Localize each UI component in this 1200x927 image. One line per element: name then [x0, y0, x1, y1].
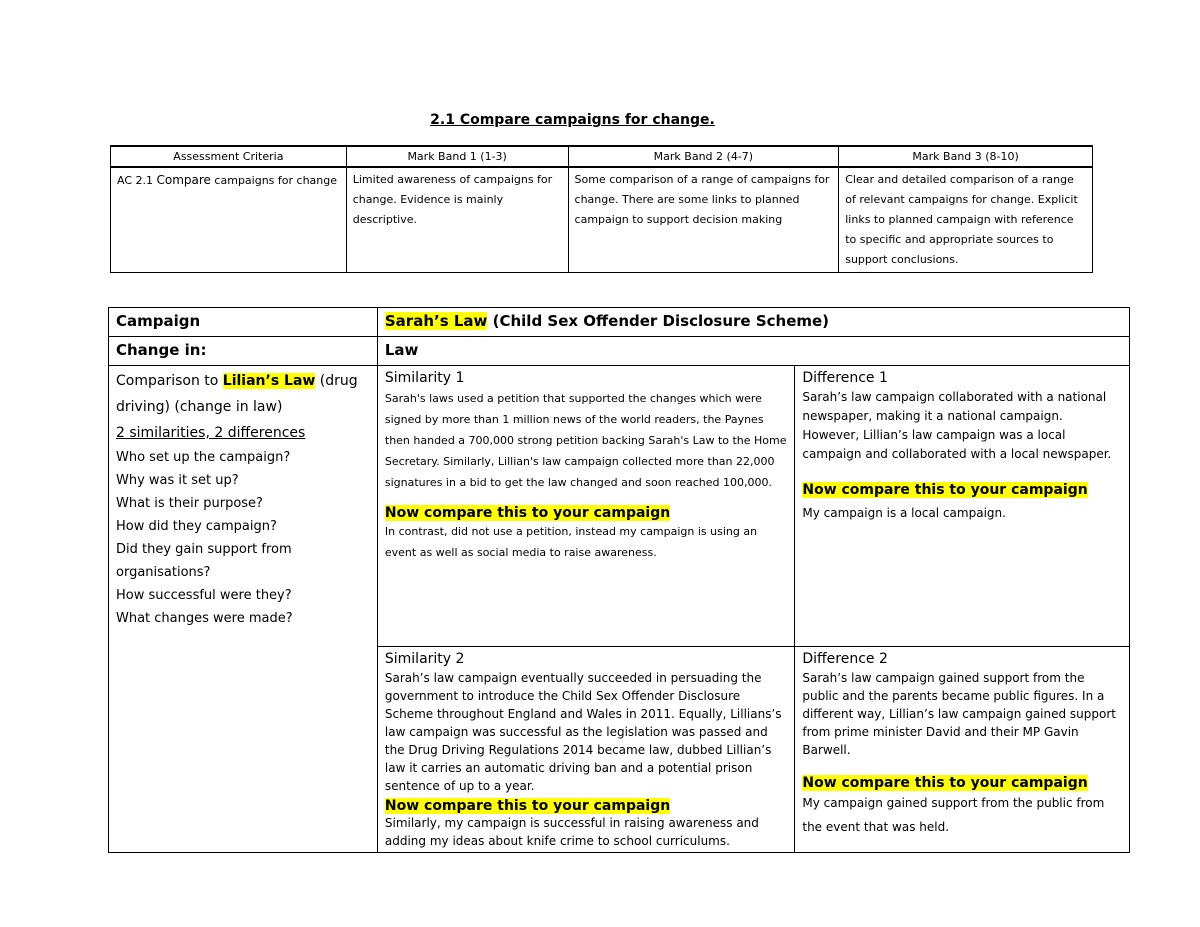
criteria-header-cell: Assessment Criteria: [111, 146, 347, 167]
comparison-heading: [116, 368, 370, 420]
question-item: Did they gain support from organisations?: [116, 542, 292, 580]
similarities-note: 2 similarities, 2 differences: [116, 425, 306, 441]
comparison-row-1: [109, 366, 1130, 647]
criteria-header-cell: Mark Band 3 (8-10): [839, 146, 1093, 167]
difference-2-prompt: Now compare this to your campaign: [802, 775, 1088, 791]
band1-cell: Limited awareness of campaigns for change. Evidence is mainly descriptive.: [346, 167, 568, 273]
campaign-comparison-table: [108, 307, 1130, 853]
similarity-2-title: Similarity 2: [384, 651, 465, 667]
difference-2-title: Difference 2: [802, 651, 888, 667]
difference-1-prompt: Now compare this to your campaign: [802, 482, 1088, 498]
criteria-header-row: [111, 146, 1093, 167]
ac-prefix: AC 2.1: [117, 174, 157, 187]
difference-1-text: Sarah’s law campaign collaborated with a national newspaper, making it a national campaign. However, Lillian’s law campaign was a local campaign and collaborated with a local newspaper.: [802, 390, 1112, 461]
question-item: What changes were made?: [116, 611, 293, 626]
similarity-1-text: Sarah's laws used a petition that supported the changes which were signed by more than 1 million news of the world readers, the Paynes then handed a 700,000 strong petition backing Sarah's Law to the Home Secretary. Similarly, Lillian's law campaign collected more than 22,000 signatures in a bid to get the law changed and soon reached 100,000.: [384, 392, 787, 489]
campaign-name-highlight: Sarah’s Law: [384, 312, 488, 330]
comparison-info-cell: [109, 366, 378, 853]
question-list: [116, 446, 370, 630]
question-item: How successful were they?: [116, 588, 292, 603]
page-title: 2.1 Compare campaigns for change.: [430, 112, 715, 128]
comparison-rest: (drug driving) (change in law): [116, 373, 358, 415]
difference-1-own: My campaign is a local campaign.: [802, 506, 1006, 520]
band2-cell: Some comparison of a range of campaigns for change. There are some links to planned campaign to support decision making: [568, 167, 839, 273]
criteria-header-cell: Mark Band 1 (1-3): [346, 146, 568, 167]
band3-cell: Clear and detailed comparison of a range of relevant campaigns for change. Explicit links to planned campaign with reference to specific and appropriate sources to support conclusions.: [839, 167, 1093, 273]
difference-2-own: My campaign gained support from the public from the event that was held.: [802, 796, 1105, 834]
criteria-body-row: [111, 167, 1093, 273]
comparison-prefix: Comparison to: [116, 373, 223, 389]
question-item: Why was it set up?: [116, 473, 239, 488]
criteria-ac-cell: [111, 167, 347, 273]
ac-suffix: campaigns for change: [210, 174, 338, 187]
difference-1-cell: [795, 366, 1130, 647]
assessment-criteria-table: [110, 145, 1093, 273]
question-item: Who set up the campaign?: [116, 450, 291, 465]
change-value: Law: [377, 337, 1129, 366]
change-label: Change in:: [109, 337, 378, 366]
question-item: What is their purpose?: [116, 496, 263, 511]
similarity-2-text: Sarah’s law campaign eventually succeeded in persuading the government to introduce the Child Sex Offender Disclosure Scheme throughout England and Wales in 2011. Equally, Lillians’s law campaign was successful as the legislation was passed and the Drug Driving Regulations 2014 became law, dubbed Lillian’s law it carries an automatic driving ban and a potential prison sentence of up to a year.: [384, 671, 782, 793]
difference-1-title: Difference 1: [802, 370, 888, 386]
campaign-name-cell: [377, 308, 1129, 337]
change-row: [109, 337, 1130, 366]
campaign-row: [109, 308, 1130, 337]
comparison-highlight: Lilian’s Law: [222, 373, 316, 389]
ac-bold: Compare: [156, 173, 211, 187]
similarity-1-title: Similarity 1: [384, 370, 465, 386]
similarity-1-prompt: Now compare this to your campaign: [384, 505, 671, 521]
difference-2-text: Sarah’s law campaign gained support from the public and the parents became public figures. In a different way, Lillian’s law campaign gained support from prime minister David and their MP Gavin Barwell.: [802, 671, 1116, 757]
campaign-label: Campaign: [109, 308, 378, 337]
similarity-2-own: Similarly, my campaign is successful in raising awareness and adding my ideas about knife crime to school curriculums.: [384, 816, 759, 848]
similarity-2-prompt: Now compare this to your campaign: [384, 798, 671, 814]
question-item: How did they campaign?: [116, 519, 277, 534]
similarity-1-own: In contrast, did not use a petition, instead my campaign is using an event as well as social media to raise awareness.: [384, 525, 758, 559]
campaign-name-rest: (Child Sex Offender Disclosure Scheme): [487, 312, 830, 330]
similarity-2-cell: [377, 647, 794, 853]
similarity-1-cell: [377, 366, 794, 647]
difference-2-cell: [795, 647, 1130, 853]
criteria-header-cell: Mark Band 2 (4-7): [568, 146, 839, 167]
